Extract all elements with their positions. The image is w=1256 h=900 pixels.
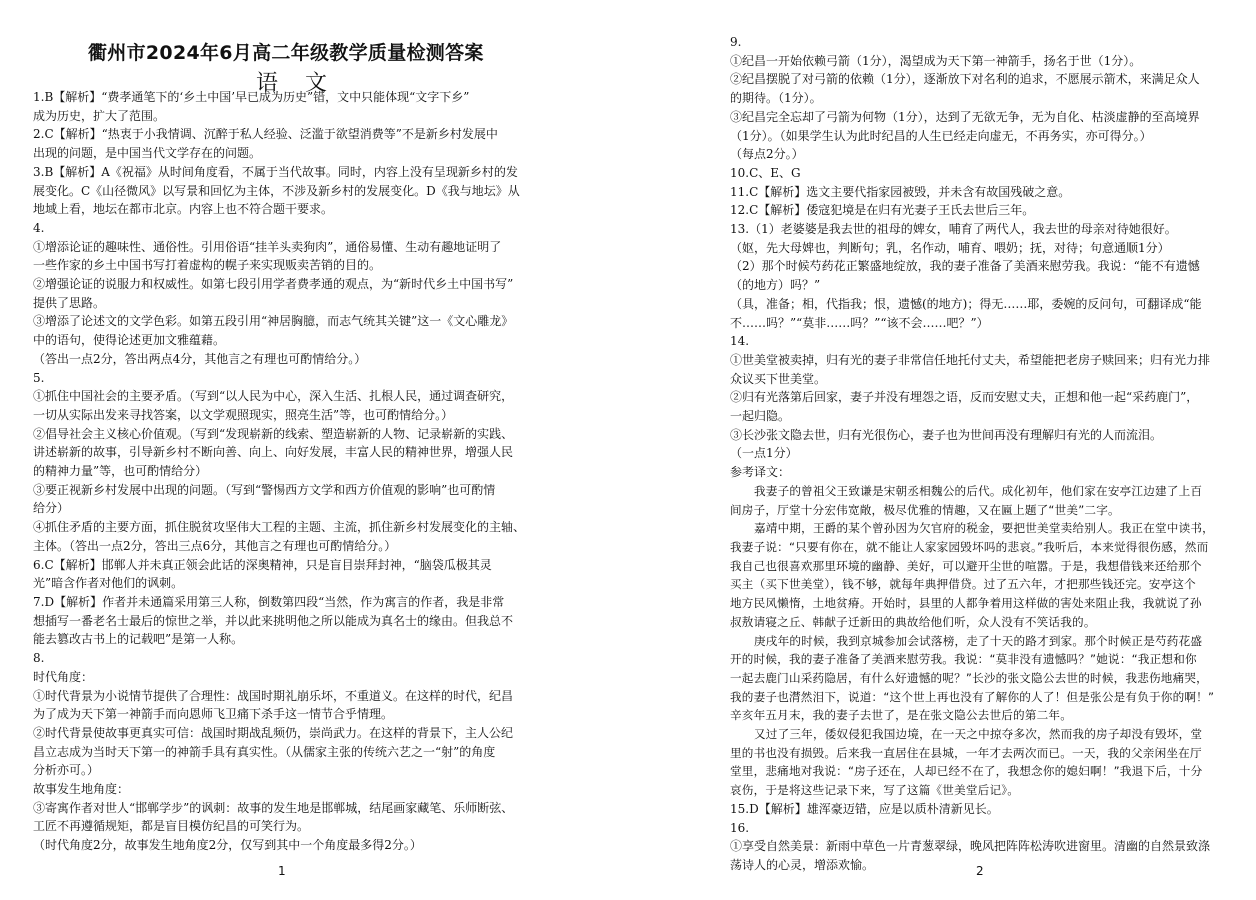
- text-line: 一切从实际出发来寻找答案，以文学观照现实，照亮生活”等，也可酌情给分。）: [33, 407, 454, 422]
- text-line: ③寄寓作者对世人“邯郸学步”的讽刺：故事的发生地是邯郸城，结尾画家藏笔、乐师断弦、: [33, 800, 514, 815]
- text-line: 昌立志成为当时天下第一的神箭手具有真实性。（从儒家主张的传统六艺之一“射”的角度: [33, 744, 496, 759]
- translation-line: 我妻子的曾祖父王致谦是宋朝丞相魏公的后代。成化初年，他们家在安亭江边建了上百: [754, 483, 1203, 498]
- translation-line: 哀伤，于是将这些记录下来，写了这篇《世美堂后记》。: [730, 783, 1020, 798]
- text-line: 16.: [730, 820, 750, 835]
- text-line: 的精神力量”等，也可酌情给分）: [33, 464, 208, 479]
- text-line: 提供了思路。: [33, 295, 106, 310]
- text-line: 10.C、E、G: [730, 165, 801, 180]
- translation-line: 里的书也没有损毁。后来我一直居住在县城，一年才去两次而已。一天，我的父亲闲坐在厅: [730, 745, 1202, 760]
- left-answer-column: [33, 88, 593, 855]
- text-line: 时代角度：: [33, 669, 94, 684]
- text-line: 14.: [730, 334, 750, 349]
- text-line: ②倡导社会主义核心价值观。（写到“发现崭新的线索、塑造崭新的人物、记录崭新的实践、: [33, 426, 514, 441]
- text-line: 6.C【解析】邯郸人并未真正领会此话的深奥精神，只是盲目崇拜封神，“脑袋瓜极其灵: [33, 557, 492, 572]
- translation-line: 辛亥年五月末，我的妻子去世了，是在张文隐公去世后的第二年。: [730, 708, 1073, 723]
- text-line: 的期待。（1分）。: [730, 91, 822, 106]
- text-line: ①纪昌一开始依赖弓箭（1分），渴望成为天下第一神箭手，扬名于世（1分）。: [730, 53, 1142, 68]
- translation-line: 又过了三年，倭奴侵犯我国边境，在一天之中掠夺多次，然而我的房子却没有毁坏，堂: [754, 727, 1203, 742]
- document-title: 衢州市2024年6月高二年级教学质量检测答案: [88, 42, 484, 64]
- translation-line: 间房子，厅堂十分宏伟宽敞，极尽优雅的情趣，又在匾上题了“世美”二字。: [730, 502, 1120, 517]
- text-line: 分析亦可。）: [33, 763, 100, 778]
- text-line: （每点2分。）: [730, 147, 804, 162]
- text-line: （妪，先大母婢也，判断句；乳，名作动，哺育、喂奶；抚，对待；句意通顺1分）: [730, 240, 1170, 255]
- translation-line: 我妻子说：“只要有你在，就不能让人家家园毁坏吗的悲哀。”我听后，本来觉得很伤感，然而: [730, 539, 1209, 554]
- text-line: 11.C【解析】选文主要代指家园被毁，并未含有故国残破之意。: [730, 184, 1071, 199]
- text-line: ①享受自然美景：新雨中草色一片青葱翠绿，晚风把阵阵松涛吹进窗里。清幽的自然景致涤: [730, 839, 1211, 854]
- text-line: 给分）: [33, 501, 70, 516]
- text-line: （1分）。（如果学生认为此时纪昌的人生已经走向虚无，不再务实，亦可得分。）: [730, 128, 1152, 143]
- text-line: 8.: [33, 651, 45, 666]
- text-line: 展变化。C《山径微风》以写景和回忆为主体，不涉及新乡村的发展变化。D《我与地坛》从: [33, 183, 520, 198]
- text-line: （时代角度2分，故事发生地角度2分，仅写到其中一个角度最多得2分。）: [33, 838, 422, 853]
- text-line: 15.D【解析】雄浑豪迈错，应是以质朴清新见长。: [730, 801, 999, 816]
- text-line: ②增强论证的说服力和权威性。如第七段引用学者费孝通的观点，为“新时代乡土中国书写”: [33, 277, 514, 292]
- subject-heading: 语 文: [256, 71, 337, 96]
- text-line: ④抓住矛盾的主要方面，抓住脱贫攻坚伟大工程的主题、主流，抓住新乡村发展变化的主轴、: [33, 520, 526, 535]
- text-line: ①世美堂被卖掉，归有光的妻子非常信任地托付丈夫，希望能把老房子赎回来；归有光力排: [730, 352, 1211, 367]
- text-line: 为了成为天下第一神箭手而向恩师飞卫痛下杀手这一情节合乎情理。: [33, 707, 394, 722]
- text-line: 3.B【解析】A《祝福》从时间角度看，不属于当代故事。同时，内容上没有呈现新乡村的发: [33, 164, 518, 179]
- translation-line: 我的妻子也潸然泪下，说道：“这个世上再也没有了解你的人了！但是张公是有负于你的啊！”: [730, 689, 1215, 704]
- text-line: 7.D【解析】作者并未通篇采用第三人称，倒数第四段“当然，作为寓言的作者，我是非常: [33, 594, 505, 609]
- text-line: 2.C【解析】“热衷于小我情调、沉醉于私人经验、泛滥于欲望消费等”不是新乡村发展中: [33, 127, 498, 142]
- translation-line: 买主（买下世美堂），钱不够，就每年典押借贷。过了五六年，才把那些钱还完。安亭这个: [730, 577, 1196, 592]
- translation-line: 嘉靖中期，王爵的某个曾孙因为欠官府的税金，要把世美堂卖给别人。我正在堂中读书，: [754, 521, 1214, 536]
- text-line: 主体。（答出一点2分，答出三点6分，其他言之有理也可酌情给分。）: [33, 538, 397, 553]
- text-line: ③要正视新乡村发展中出现的问题。（写到“警惕西方文学和西方价值观的影响”也可酌情: [33, 482, 496, 497]
- page-number-1: 1: [278, 864, 286, 878]
- translation-line: 叔敖请寝之丘、韩献子迁新田的典故给他们听，众人没有不笑话我的。: [730, 614, 1096, 629]
- text-line: 1.B【解析】“费孝通笔下的‘乡土中国’早已成为历史”错，文中只能体现“文字下乡”: [33, 90, 470, 104]
- text-line: ②归有光落第后回家，妻子并没有埋怨之语，反而安慰丈夫，正想和他一起“采药鹿门”，: [730, 390, 1199, 405]
- text-line: 众议买下世美堂。: [730, 371, 827, 386]
- text-line: 一些作家的乡土中国书写打着虚构的幌子来实现贩卖苦销的目的。: [33, 258, 382, 273]
- translation-line: 地方民风懒惰，土地贫瘠。开始时，县里的人都争着用这样做的害处来阻止我，我就说了孙: [730, 596, 1202, 611]
- text-line: 5.: [33, 370, 45, 385]
- text-line: 一起归隐。: [730, 409, 791, 424]
- translation-line: 一起去鹿门山采药隐居，有什么好遗憾的呢？”长沙的张文隐公去世的时候，我悲伤地痛哭，: [730, 670, 1208, 685]
- text-line: ①增添论证的趣味性、通俗性。引用俗语“挂羊头卖狗肉”，通俗易懂、生动有趣地证明了: [33, 239, 502, 254]
- text-line: 出现的问题，是中国当代文学存在的问题。: [33, 146, 262, 161]
- text-line: 12.C【解析】倭寇犯境是在归有光妻子王氏去世后三年。: [730, 203, 1035, 218]
- translation-line: 开的时候，我的妻子准备了美酒来慰劳我。我说：“莫非没有遗憾吗？”她说：“我正想和你: [730, 652, 1197, 667]
- text-line: ③长沙张文隐去世，归有光很伤心，妻子也为世间再没有理解归有光的人而流泪。: [730, 427, 1163, 442]
- text-line: （2）那个时候芍药花正繁盛地绽放，我的妻子准备了美酒来慰劳我。我说：“能不有遗憾: [730, 259, 1200, 274]
- text-line: 想插写一番老名士最后的惊世之举，并以此来挑明他之所以能成为真名士的缘由。但我总不: [33, 613, 514, 628]
- text-line: （答出一点2分，答出两点4分，其他言之有理也可酌情给分。）: [33, 351, 367, 366]
- text-line: ①时代背景为小说情节提供了合理性：战国时期礼崩乐坏，不重道义。在这样的时代，纪昌: [33, 688, 514, 703]
- text-line: （一点1分）: [730, 446, 798, 461]
- text-line: 参考译文：: [730, 465, 791, 480]
- text-line: ①抓住中国社会的主要矛盾。（写到“以人民为中心，深入生活、扎根人民，通过调查研究，: [33, 389, 514, 404]
- text-line: ③纪昌完全忘却了弓箭为何物（1分），达到了无欲无争，无为自化、枯淡虚静的至高境界: [730, 109, 1200, 124]
- text-line: 13.（1）老婆婆是我去世的祖母的婢女，哺育了两代人，我去世的母亲对待她很好。: [730, 222, 1177, 237]
- text-line: ③增添了论述文的文学色彩。如第五段引用“神居胸臆，而志气统其关键”这一《文心雕龙》: [33, 314, 514, 329]
- text-line: 光”暗含作者对他们的讽刺。: [33, 576, 184, 591]
- translation-line: 庚戌年的时候，我到京城参加会试落榜，走了十天的路才到家。那个时候正是芍药花盛: [754, 633, 1203, 648]
- text-line: （的地方）吗？”: [730, 278, 821, 293]
- page-number-2: 2: [976, 864, 984, 878]
- text-line: 不……吗？”“莫非……吗？”“该不会……吧？”）: [730, 315, 989, 330]
- text-line: （具，准备；相，代指我；恨，遗憾(的地方)；得无……耶，委婉的反问句，可翻译成“能: [730, 296, 1202, 311]
- translation-line: 我自己也很喜欢那里环境的幽静、美好，可以避开尘世的喧嚣。于是，我想借钱来还给那个: [730, 558, 1202, 573]
- text-line: 成为历史，扩大了范围。: [33, 108, 166, 123]
- text-line: 地域上看，地坛在都市北京。内容上也不符合题干要求。: [33, 202, 334, 217]
- text-line: 故事发生地角度：: [33, 782, 130, 797]
- text-line: 能去篡改古书上的记载吧”是第一人称。: [33, 632, 244, 647]
- text-line: 中的语句，使得论述更加文雅蕴藉。: [33, 333, 226, 348]
- text-line: 4.: [33, 220, 45, 235]
- answer-page-2: [628, 0, 1256, 900]
- text-line: 工匠不再遵循规矩，都是盲目模仿纪昌的可笑行为。: [33, 819, 310, 834]
- text-line: 讲述崭新的故事，引导新乡村不断向善、向上、向好发展，丰富人民的精神世界，增强人民: [33, 445, 514, 460]
- right-answer-column: [730, 33, 1230, 875]
- text-line: 9.: [730, 35, 742, 49]
- translation-line: 堂里，悲痛地对我说：“房子还在，人却已经不在了，我想念你的媳妇啊！”我退下后，十分: [730, 764, 1203, 779]
- text-line: ②纪昌摆脱了对弓箭的依赖（1分），逐渐放下对名利的追求，不愿展示箭术，来满足众人: [730, 72, 1200, 87]
- text-line: 荡诗人的心灵，增添欢愉。: [730, 857, 875, 872]
- text-line: ②时代背景使故事更真实可信：战国时期战乱频仍，崇尚武力。在这样的背景下，主人公纪: [33, 725, 514, 740]
